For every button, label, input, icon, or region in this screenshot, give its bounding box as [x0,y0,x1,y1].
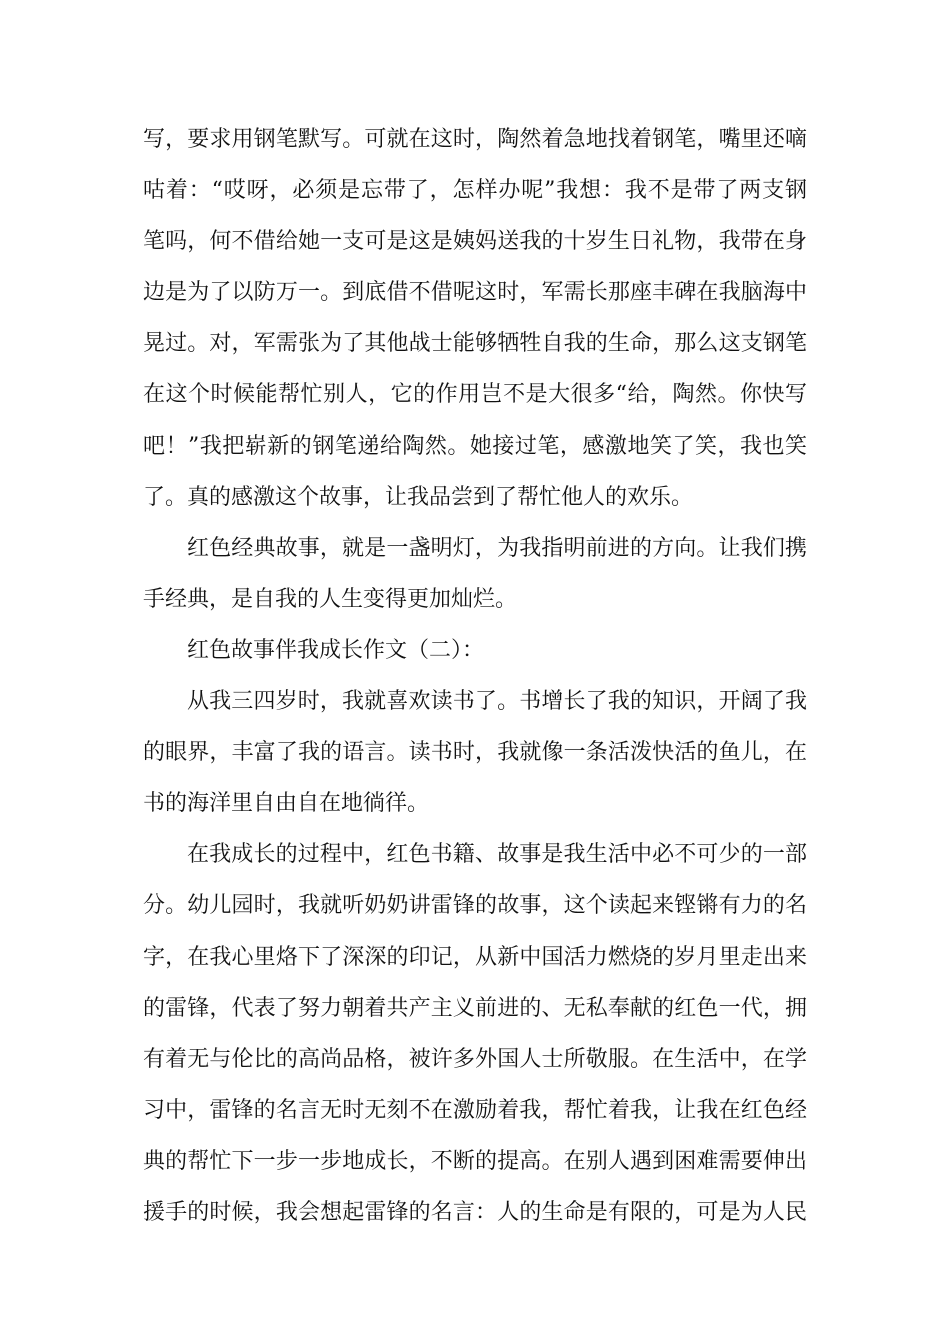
section-heading [143,625,807,676]
text-line: 咕着：“哎呀，必须是忘带了，怎样办呢”我想：我不是带了两支钢 [143,178,807,204]
text-line: 典的帮忙下一步一步地成长，不断的提高。在别人遇到困难需要伸出 [143,1148,807,1174]
text-line: 从我三四岁时，我就喜欢读书了。书增长了我的知识，开阔了我 [187,689,807,715]
text-line: 有着无与伦比的高尚品格，被许多外国人士所敬服。在生活中，在学 [143,1046,807,1072]
text-line: 在这个时候能帮忙别人，它的作用岂不是大很多“给，陶然。你快写 [143,382,807,408]
text-line: 边是为了以防万一。到底借不借呢这时，军需长那座丰碑在我脑海中 [143,280,807,306]
text-line: 笔吗，何不借给她一支可是这是姨妈送我的十岁生日礼物，我带在身 [143,229,807,255]
text-line: 红色经典故事，就是一盏明灯，为我指明前进的方向。让我们携 [187,535,807,561]
text-line: 习中，雷锋的名言无时无刻不在激励着我，帮忙着我，让我在红色经 [143,1097,807,1123]
text-line: 的眼界，丰富了我的语言。读书时，我就像一条活泼快活的鱼儿，在 [143,740,807,766]
text-line: 书的海洋里自由自在地徜徉。 [143,791,430,817]
paragraph [143,114,807,523]
text-line: 写，要求用钢笔默写。可就在这时，陶然着急地找着钢笔，嘴里还嘀 [143,127,807,152]
paragraph [143,676,807,829]
text-line: 字，在我心里烙下了深深的印记，从新中国活力燃烧的岁月里走出来 [143,944,807,970]
text-line: 援手的时候，我会想起雷锋的名言：人的生命是有限的，可是为人民 [143,1199,807,1225]
text-line: 了。真的感激这个故事，让我品尝到了帮忙他人的欢乐。 [143,484,694,510]
text-line: 吧！”我把崭新的钢笔递给陶然。她接过笔，感激地笑了笑，我也笑 [143,433,807,459]
essay-body [143,114,807,1238]
text-line: 分。幼儿园时，我就听奶奶讲雷锋的故事，这个读起来铿锵有力的名 [143,893,807,919]
section-heading-text: 红色故事伴我成长作文（二）： [187,637,485,663]
text-line: 在我成长的过程中，红色书籍、故事是我生活中必不可少的一部 [187,842,807,868]
text-line: 晃过。对，军需张为了其他战士能够牺牲自我的生命，那么这支钢笔 [143,331,807,357]
text-line: 手经典，是自我的人生变得更加灿烂。 [143,586,518,612]
paragraph [143,829,807,1238]
text-line: 的雷锋，代表了努力朝着共产主义前进的、无私奉献的红色一代，拥 [143,995,807,1021]
paragraph [143,523,807,625]
